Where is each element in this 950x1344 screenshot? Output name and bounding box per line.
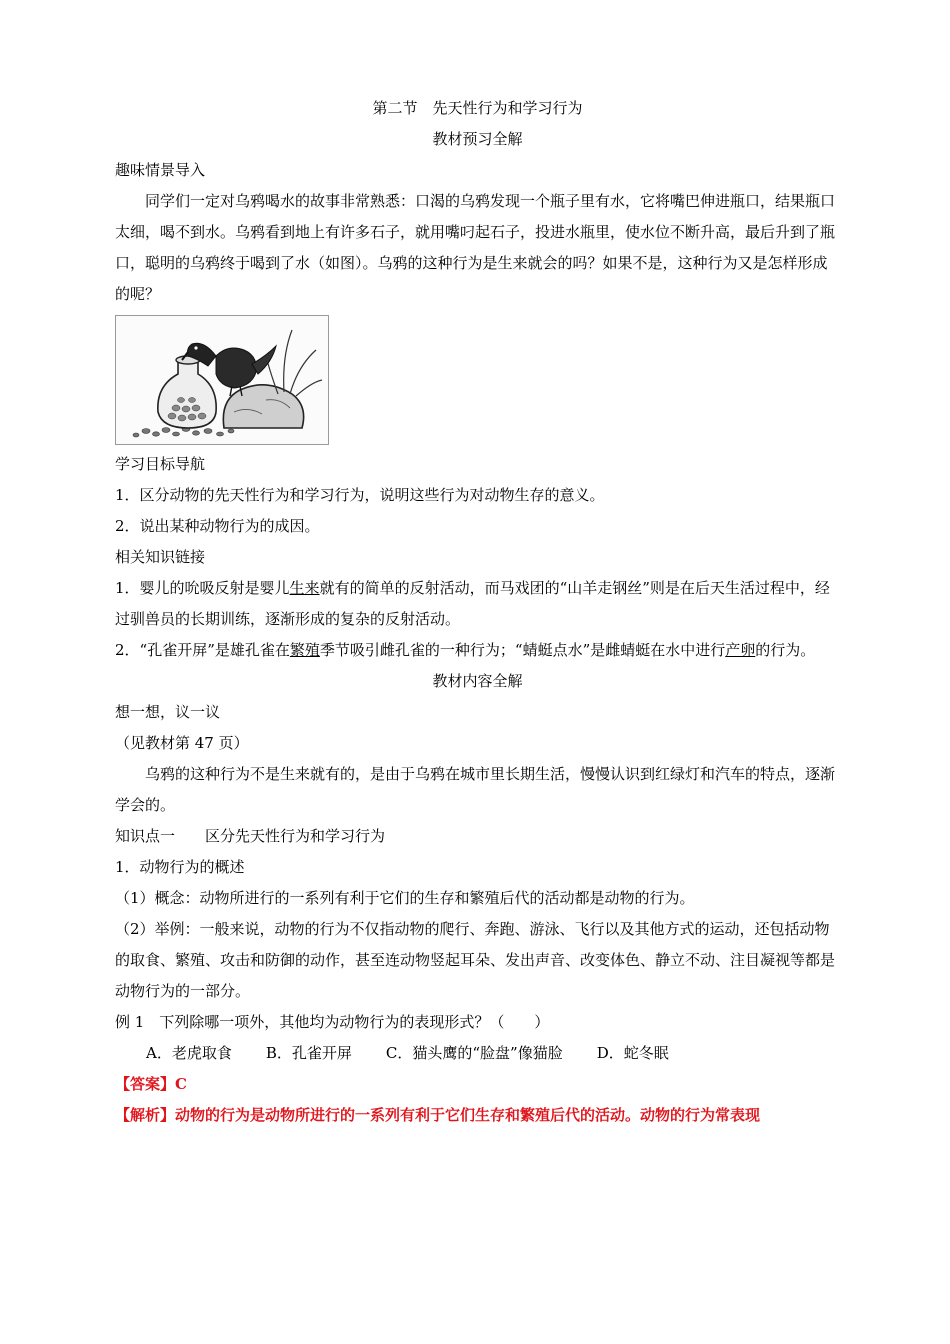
link-item-1-text-a: 1．婴儿的吮吸反射是婴儿: [115, 579, 290, 597]
intro-paragraph: 同学们一定对乌鸦喝水的故事非常熟悉：口渴的乌鸦发现一个瓶子里有水，它将嘴巴伸进瓶口，结果瓶口太细，喝不到水。乌鸦看到地上有许多石子，就用嘴叼起石子，投进水瓶里，使水位不断升高，最后升到了瓶口，聪明的乌鸦终于喝到了水（如图）。乌鸦的这种行为是生来就会的吗？如果不是，这种行为又是怎样形成的呢？: [115, 192, 836, 303]
intro-heading: 趣味情景导入: [115, 161, 206, 179]
page-subtitle: 教材预习全解: [432, 130, 523, 148]
knowledge-subheading: 1．动物行为的概述: [115, 858, 245, 876]
link-item-1: [115, 573, 840, 635]
answer-label: 【答案】: [115, 1075, 176, 1093]
underlined-term-fanzhi: 繁殖: [289, 641, 320, 659]
concept-definition: （1）概念：动物所进行的一系列有利于它们的生存和繁殖后代的活动都是动物的行为。: [115, 889, 695, 907]
answer-line: [115, 1069, 840, 1100]
underlined-term-shenglai: 生来: [289, 579, 320, 597]
answer-value: C: [175, 1075, 187, 1093]
option-a: A．老虎取食: [146, 1044, 232, 1062]
link-item-2-text-a: 2．“孔雀开屏”是雄孔雀在: [115, 641, 290, 659]
link-item-2: [115, 635, 840, 666]
underlined-term-chanluan: 产卵: [725, 641, 756, 659]
link-item-1-text-b: 就有的简单的反射活动，而马戏团的“山羊走钢丝”则是在后天生活过程中，经过驯兽员的长期训练，逐渐形成的复杂的反射活动。: [115, 579, 830, 628]
crow-drinking-illustration: [115, 315, 329, 445]
think-paragraph: 乌鸦的这种行为不是生来就有的，是由于乌鸦在城市里长期生活，慢慢认识到红绿灯和汽车的特点，逐渐学会的。: [115, 765, 836, 814]
goal-item-2: 2．说出某种动物行为的成因。: [115, 517, 320, 535]
option-b: B．孔雀开屏: [265, 1044, 352, 1062]
goal-item-1: 1．区分动物的先天性行为和学习行为，说明这些行为对动物生存的意义。: [115, 486, 605, 504]
option-d: D．蛇冬眠: [596, 1044, 669, 1062]
content-section-title: 教材内容全解: [432, 672, 523, 690]
document-page: [115, 93, 840, 1131]
knowledge-point-heading: 知识点一 区分先天性行为和学习行为: [115, 827, 386, 845]
concept-examples: （2）举例：一般来说，动物的行为不仅指动物的爬行、奔跑、游泳、飞行以及其他方式的运动，还包括动物的取食、繁殖、攻击和防御的动作，甚至连动物竖起耳朵、发出声音、改变体色、静立不动、注目凝视等都是动物行为的一部分。: [115, 920, 836, 1000]
link-item-2-text-b: 季节吸引雌孔雀的一种行为；“蜻蜓点水”是雌蜻蜓在水中进行: [319, 641, 726, 659]
links-heading: 相关知识链接: [115, 548, 206, 566]
think-heading: 想一想，议一议: [115, 703, 221, 721]
page-title: 第二节 先天性行为和学习行为: [372, 99, 583, 117]
analysis-line: [115, 1100, 840, 1131]
goals-heading: 学习目标导航: [115, 455, 206, 473]
answer-options: [115, 1038, 840, 1069]
think-reference: （见教材第 47 页）: [115, 734, 249, 752]
analysis-label: 【解析】: [115, 1106, 176, 1124]
example-question: 例 1 下列除哪一项外，其他均为动物行为的表现形式？（ ）: [115, 1013, 550, 1031]
crow-bottle-drawing: [116, 316, 328, 444]
analysis-text: 动物的行为是动物所进行的一系列有利于它们生存和繁殖后代的活动。动物的行为常表现: [175, 1106, 761, 1124]
option-c: C．猫头鹰的“脸盘”像猫脸: [385, 1044, 563, 1062]
link-item-2-text-c: 的行为。: [755, 641, 816, 659]
